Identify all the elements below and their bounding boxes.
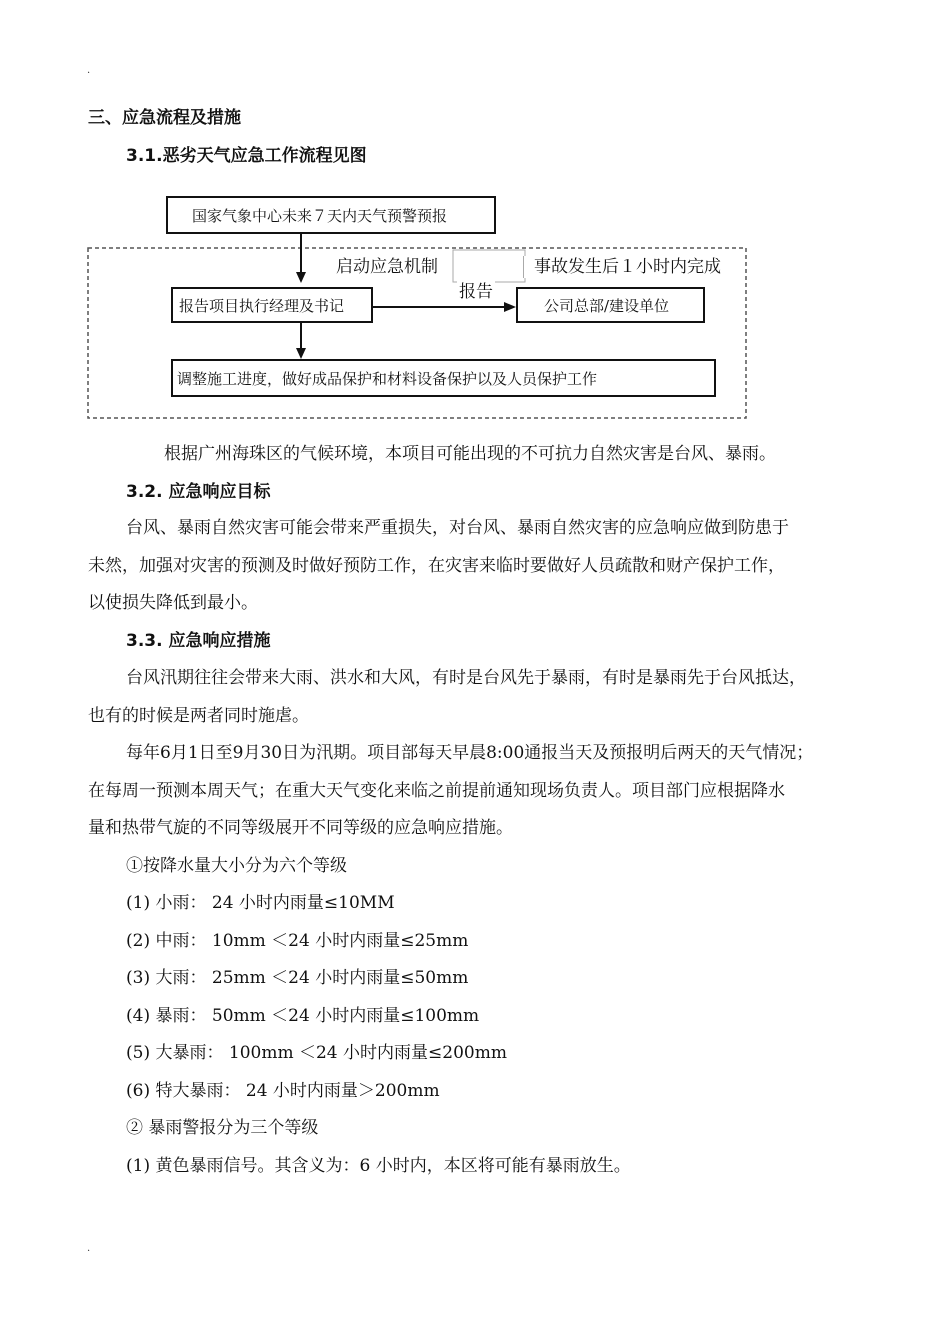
goal-line-3: 以使损失降低到最小。 bbox=[88, 593, 258, 613]
label-complete-within-hour: 事故发生后１小时内完成 bbox=[523, 256, 725, 278]
box-company-hq: 公司总部/建设单位 bbox=[516, 287, 705, 323]
measure-p2-line-2: 在每周一预测本周天气；在重大天气变化来临之前提前通知现场负责人。项目部门应根据降水 bbox=[88, 781, 785, 801]
arrow-head-3 bbox=[504, 302, 516, 312]
rain-level-1: (1) 小雨： 24 小时内雨量≤10MM bbox=[126, 893, 395, 913]
label-frame-report bbox=[453, 250, 525, 282]
subsection-heading-3-2: 3.2. 应急响应目标 bbox=[126, 482, 271, 502]
subsection-heading-3-3: 3.3. 应急响应措施 bbox=[126, 631, 271, 651]
climate-note: 根据广州海珠区的气候环境，本项目可能出现的不可抗力自然灾害是台风、暴雨。 bbox=[164, 444, 776, 464]
subsection-heading-3-1: 3.1.恶劣天气应急工作流程见图 bbox=[126, 146, 367, 166]
measure-p2-line-3: 量和热带气旋的不同等级展开不同等级的应急响应措施。 bbox=[88, 818, 513, 838]
rain-level-title: ①按降水量大小分为六个等级 bbox=[126, 856, 347, 876]
rain-level-2: (2) 中雨： 10mm ＜24 小时内雨量≤25mm bbox=[126, 931, 469, 951]
goal-line-2: 未然，加强对灾害的预测及时做好预防工作，在灾害来临时要做好人员疏散和财产保护工作， bbox=[88, 556, 785, 576]
page-marker-top: . bbox=[87, 65, 91, 76]
rain-level-3: (3) 大雨： 25mm ＜24 小时内雨量≤50mm bbox=[126, 968, 469, 988]
rain-level-5: (5) 大暴雨： 100mm ＜24 小时内雨量≤200mm bbox=[126, 1043, 507, 1063]
measure-p1-line-1: 台风汛期往往会带来大雨、洪水和大风，有时是台风先于暴雨，有时是暴雨先于台风抵达， bbox=[126, 668, 806, 688]
rain-level-4: (4) 暴雨： 50mm ＜24 小时内雨量≤100mm bbox=[126, 1006, 480, 1026]
section-title: 三、应急流程及措施 bbox=[88, 108, 241, 128]
box-weather-forecast: 国家气象中心未来７天内天气预警预报 bbox=[166, 196, 496, 234]
measure-p2-line-1: 每年6月1日至9月30日为汛期。项目部每天早晨8:00通报当天及预报明后两天的天气情况； bbox=[126, 743, 814, 763]
label-report: 报告 bbox=[459, 282, 493, 302]
arrow-head-1 bbox=[296, 272, 306, 283]
box-adjust-construction: 调整施工进度，做好成品保护和材料设备保护以及人员保护工作 bbox=[171, 359, 716, 397]
rain-level-6: (6) 特大暴雨： 24 小时内雨量＞200mm bbox=[126, 1081, 440, 1101]
warning-level-title: ② 暴雨警报分为三个等级 bbox=[126, 1118, 319, 1138]
arrow-head-2 bbox=[296, 348, 306, 359]
goal-line-1: 台风、暴雨自然灾害可能会带来严重损失，对台风、暴雨自然灾害的应急响应做到防患于 bbox=[126, 518, 789, 538]
label-start-emergency: 启动应急机制 bbox=[336, 257, 438, 277]
measure-p1-line-2: 也有的时候是两者同时施虐。 bbox=[88, 706, 309, 726]
box-report-manager: 报告项目执行经理及书记 bbox=[171, 287, 373, 323]
page-marker-bottom: . bbox=[87, 1243, 91, 1254]
warning-level-1: (1) 黄色暴雨信号。其含义为：6 小时内，本区将可能有暴雨放生。 bbox=[126, 1156, 631, 1176]
